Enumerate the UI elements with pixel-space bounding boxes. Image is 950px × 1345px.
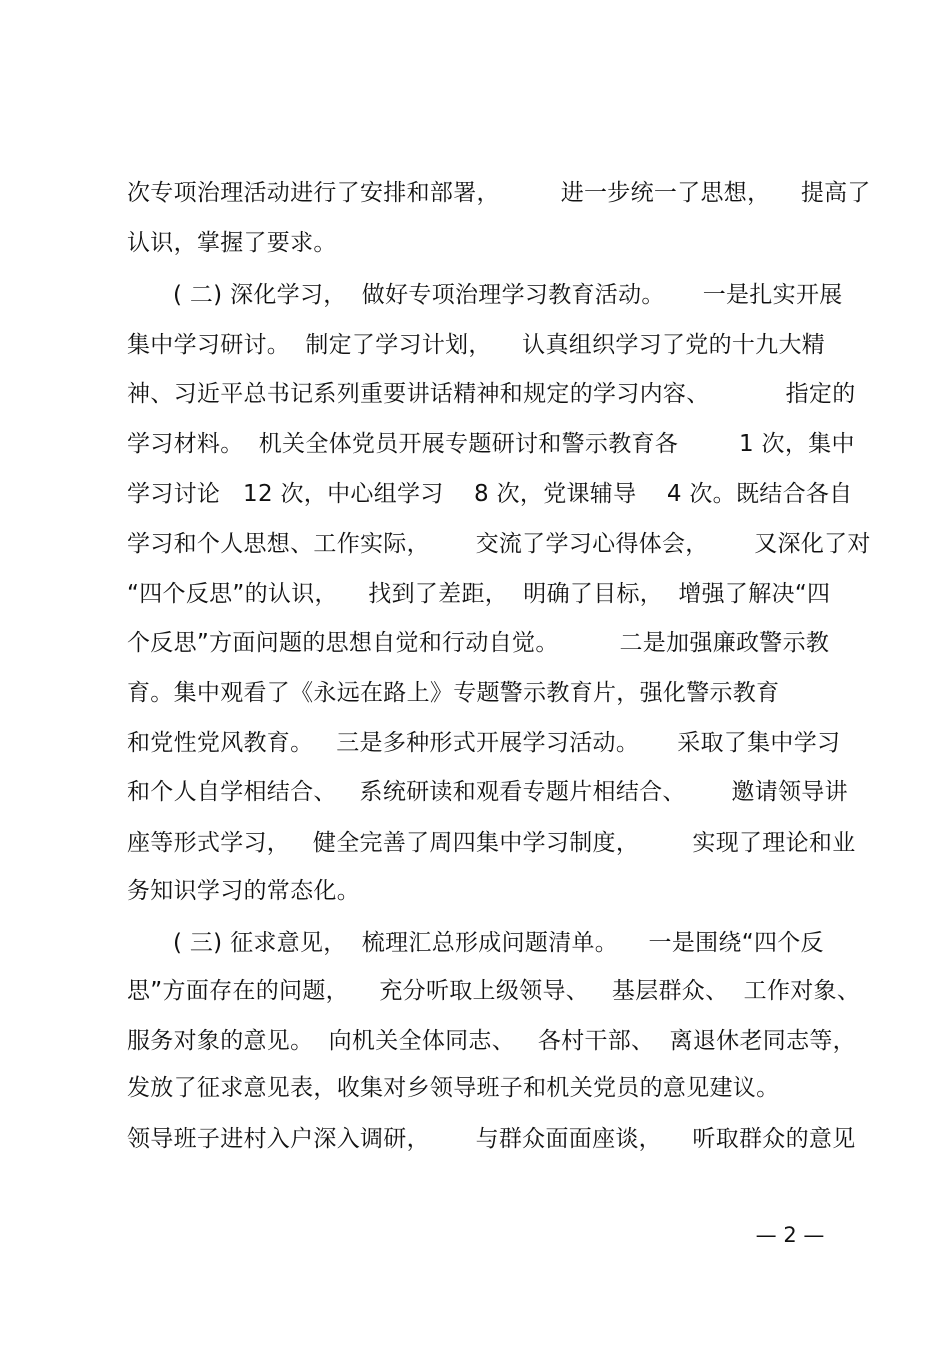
body-text-line: 个反思”方面问题的思想自觉和行动自觉。 二是加强廉政警示教 bbox=[127, 630, 830, 656]
body-text-line: 发放了征求意见表，收集对乡领导班子和机关党员的意见建议。 bbox=[127, 1075, 780, 1101]
body-text-line: 服务对象的意见。 向机关全体同志、 各村干部、 离退休老同志等， bbox=[127, 1028, 856, 1054]
body-text-line: 领导班子进村入户深入调研， 与群众面面座谈， 听取群众的意见 bbox=[127, 1126, 856, 1152]
body-text-line: 次专项治理活动进行了安排和部署， 进一步统一了思想， 提高了 bbox=[127, 180, 871, 206]
body-text-line: 思”方面存在的问题， 充分听取上级领导、 基层群众、 工作对象、 bbox=[127, 978, 861, 1004]
page-number: — 2 — bbox=[755, 1223, 825, 1247]
body-text-line: 学习材料。 机关全体党员开展专题研讨和警示教育各 1 次，集中 bbox=[127, 431, 855, 457]
body-text-line: 学习和个人思想、工作实际， 交流了学习心得体会， 又深化了对 bbox=[127, 531, 871, 557]
body-text-line: 务知识学习的常态化。 bbox=[127, 878, 360, 904]
body-text-line: 集中学习研讨。 制定了学习计划， 认真组织学习了党的十九大精 bbox=[127, 332, 826, 358]
section-heading-line: ( 三) 征求意见， 梳理汇总形成问题清单。 一是围绕“四个反 bbox=[173, 930, 824, 956]
body-text-line: “四个反思”的认识， 找到了差距， 明确了目标， 增强了解决“四 bbox=[127, 581, 831, 607]
body-text-line: 和党性党风教育。 三是多种形式开展学习活动。 采取了集中学习 bbox=[127, 730, 841, 756]
body-text-line: 学习讨论 12 次，中心组学习 8 次，党课辅导 4 次。既结合各自 bbox=[127, 481, 853, 507]
body-text-line: 座等形式学习， 健全完善了周四集中学习制度， 实现了理论和业 bbox=[127, 830, 856, 856]
section-heading-line: ( 二) 深化学习， 做好专项治理学习教育活动。 一是扎实开展 bbox=[173, 282, 843, 308]
body-text-line: 神、习近平总书记系列重要讲话精神和规定的学习内容、 指定的 bbox=[127, 381, 856, 407]
body-text-line: 和个人自学相结合、 系统研读和观看专题片相结合、 邀请领导讲 bbox=[127, 779, 848, 805]
body-text-line: 认识，掌握了要求。 bbox=[127, 230, 337, 256]
body-text-line: 育。集中观看了《永远在路上》专题警示教育片，强化警示教育 bbox=[127, 680, 780, 706]
